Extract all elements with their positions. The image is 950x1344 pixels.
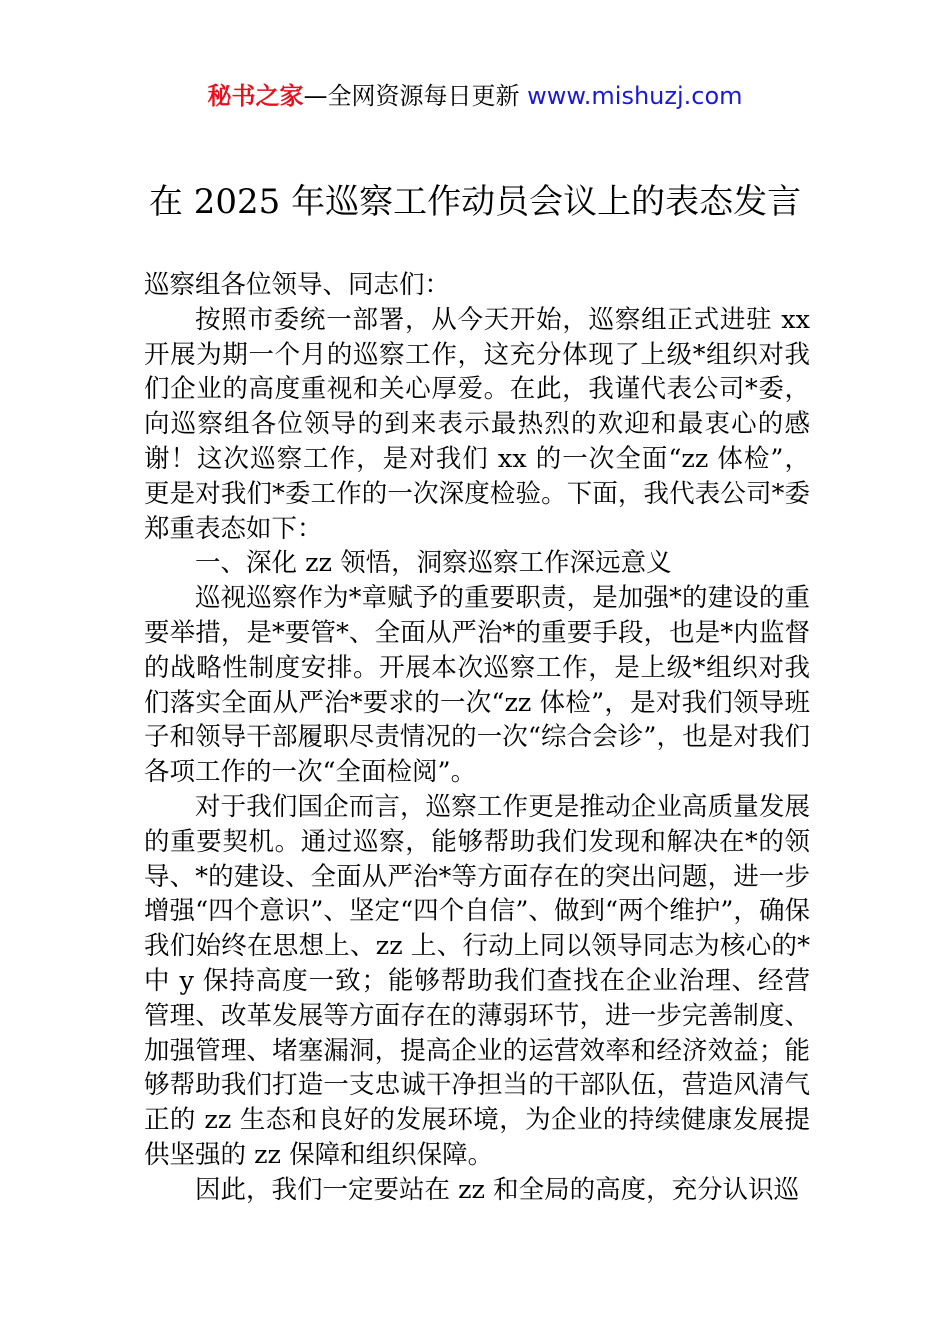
document-body bbox=[144, 268, 810, 1208]
document-title: 在 2025 年巡察工作动员会议上的表态发言 bbox=[148, 182, 802, 222]
header-tagline: —全网资源每日更新 bbox=[303, 82, 528, 110]
paragraph-significance: 巡视巡察作为*章赋予的重要职责，是加强*的建设的重要举措，是*要管*、全面从严治*的重要手段，也是*内监督的战略性制度安排。开展本次巡察工作，是上级*组织对我们落实全面从严治*要求的一次“zz 体检”，是对我们领导班子和领导干部履职尽责情况的一次“综合会诊”，也是对我们各项工作的一次“全面检阅”。 bbox=[144, 583, 810, 788]
site-header bbox=[0, 80, 950, 112]
brand-name: 秘书之家 bbox=[207, 82, 304, 110]
paragraph-conclusion-start: 因此，我们一定要站在 zz 和全局的高度，充分认识巡 bbox=[195, 1174, 800, 1205]
paragraph-soe-opportunity: 对于我们国企而言，巡察工作更是推动企业高质量发展的重要契机。通过巡察，能够帮助我们发现和解决在*的领导、*的建设、全面从严治*等方面存在的突出问题，进一步增强“四个意识”、坚定“四个自信”、做到“两个维护”，确保我们始终在思想上、zz 上、行动上同以领导同志为核心的*中 y 保持高度一致；能够帮助我们查找在企业治理、经营管理、改革发展等方面存在的薄弱环节，进一步完善制度、加强管理、堵塞漏洞，提高企业的运营效率和经济效益；能够帮助我们打造一支忠诚干净担当的干部队伍，营造风清气正的 zz 生态和良好的发展环境，为企业的持续健康发展提供坚强的 zz 保障和组织保障。 bbox=[144, 791, 810, 1170]
site-link[interactable]: www.mishuzj.com bbox=[527, 82, 743, 110]
section-heading-1: 一、深化 zz 领悟，洞察巡察工作深远意义 bbox=[195, 548, 672, 579]
paragraph-intro: 按照市委统一部署，从今天开始，巡察组正式进驻 xx 开展为期一个月的巡察工作，这充分体现了上级*组织对我们企业的高度重视和关心厚爱。在此，我谨代表公司*委，向巡察组各位领导的到来表示最热烈的欢迎和最衷心的感谢！这次巡察工作，是对我们 xx 的一次全面“zz 体检”，更是对我们*委工作的一次深度检验。下面，我代表公司*委郑重表态如下： bbox=[144, 304, 810, 544]
salutation: 巡察组各位领导、同志们： bbox=[144, 270, 451, 300]
